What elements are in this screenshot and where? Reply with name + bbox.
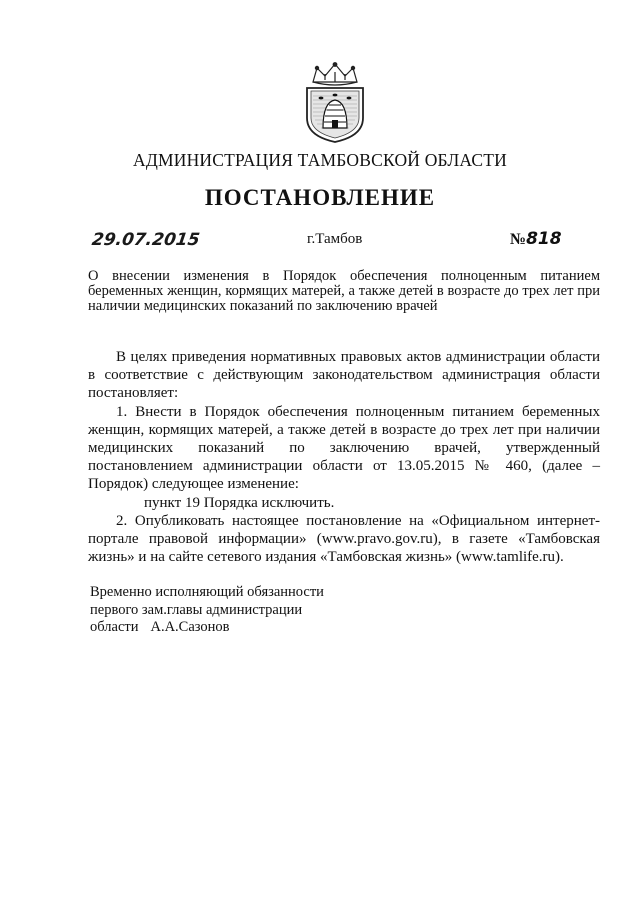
number-value: 818	[526, 229, 562, 249]
tambov-coat-of-arms-icon	[299, 62, 371, 144]
signature-line-2: первого зам.главы администрации	[90, 601, 303, 618]
intro-paragraph: В целях приведения нормативных правовых актов администрации области в соответствие с действующим законодательством администрация области постановляет:	[88, 349, 600, 402]
document-type-title: ПОСТАНОВЛЕНИЕ	[204, 185, 436, 210]
number-prefix: №	[510, 231, 527, 248]
signature-block	[90, 584, 324, 637]
document-city: г.Тамбов	[307, 231, 363, 247]
document-body	[88, 348, 600, 566]
signature-row	[90, 619, 324, 637]
item-2-paragraph: 2. Опубликовать настоящее постановление на «Официальном интернет-портале правовой информации» (www.pravo.gov.ru), в газете «Тамбовская жизнь» и на сайте сетевого издания «Тамбовская жизнь» (www.tamlife.ru).	[88, 512, 600, 566]
document-number	[510, 229, 562, 249]
signatory-name: А.А.Сазонов	[150, 619, 230, 635]
document-subject: О внесении изменения в Порядок обеспечения полноценным питанием беременных женщин, кормящих матерей, а также детей в возрасте до трех лет при наличии медицинских показаний по заключению врачей	[88, 268, 600, 314]
item-1-subparagraph: пункт 19 Порядка исключить.	[144, 494, 335, 511]
document-date: 29.07.2015	[90, 230, 201, 250]
item-1-paragraph: 1. Внести в Порядок обеспечения полноценным питанием беременных женщин, кормящих матерей, а также детей в возрасте до трех лет при наличии медицинских показаний по заключению врачей, утвержденный постановлением администрации области от 13.05.2015 № 460, (далее – Порядок) следующее изменение:	[88, 403, 600, 493]
signature-line-1: Временно исполняющий обязанности	[90, 584, 324, 600]
signature-line-3: области	[90, 619, 139, 635]
organization-title: АДМИНИСТРАЦИЯ ТАМБОВСКОЙ ОБЛАСТИ	[133, 150, 507, 170]
